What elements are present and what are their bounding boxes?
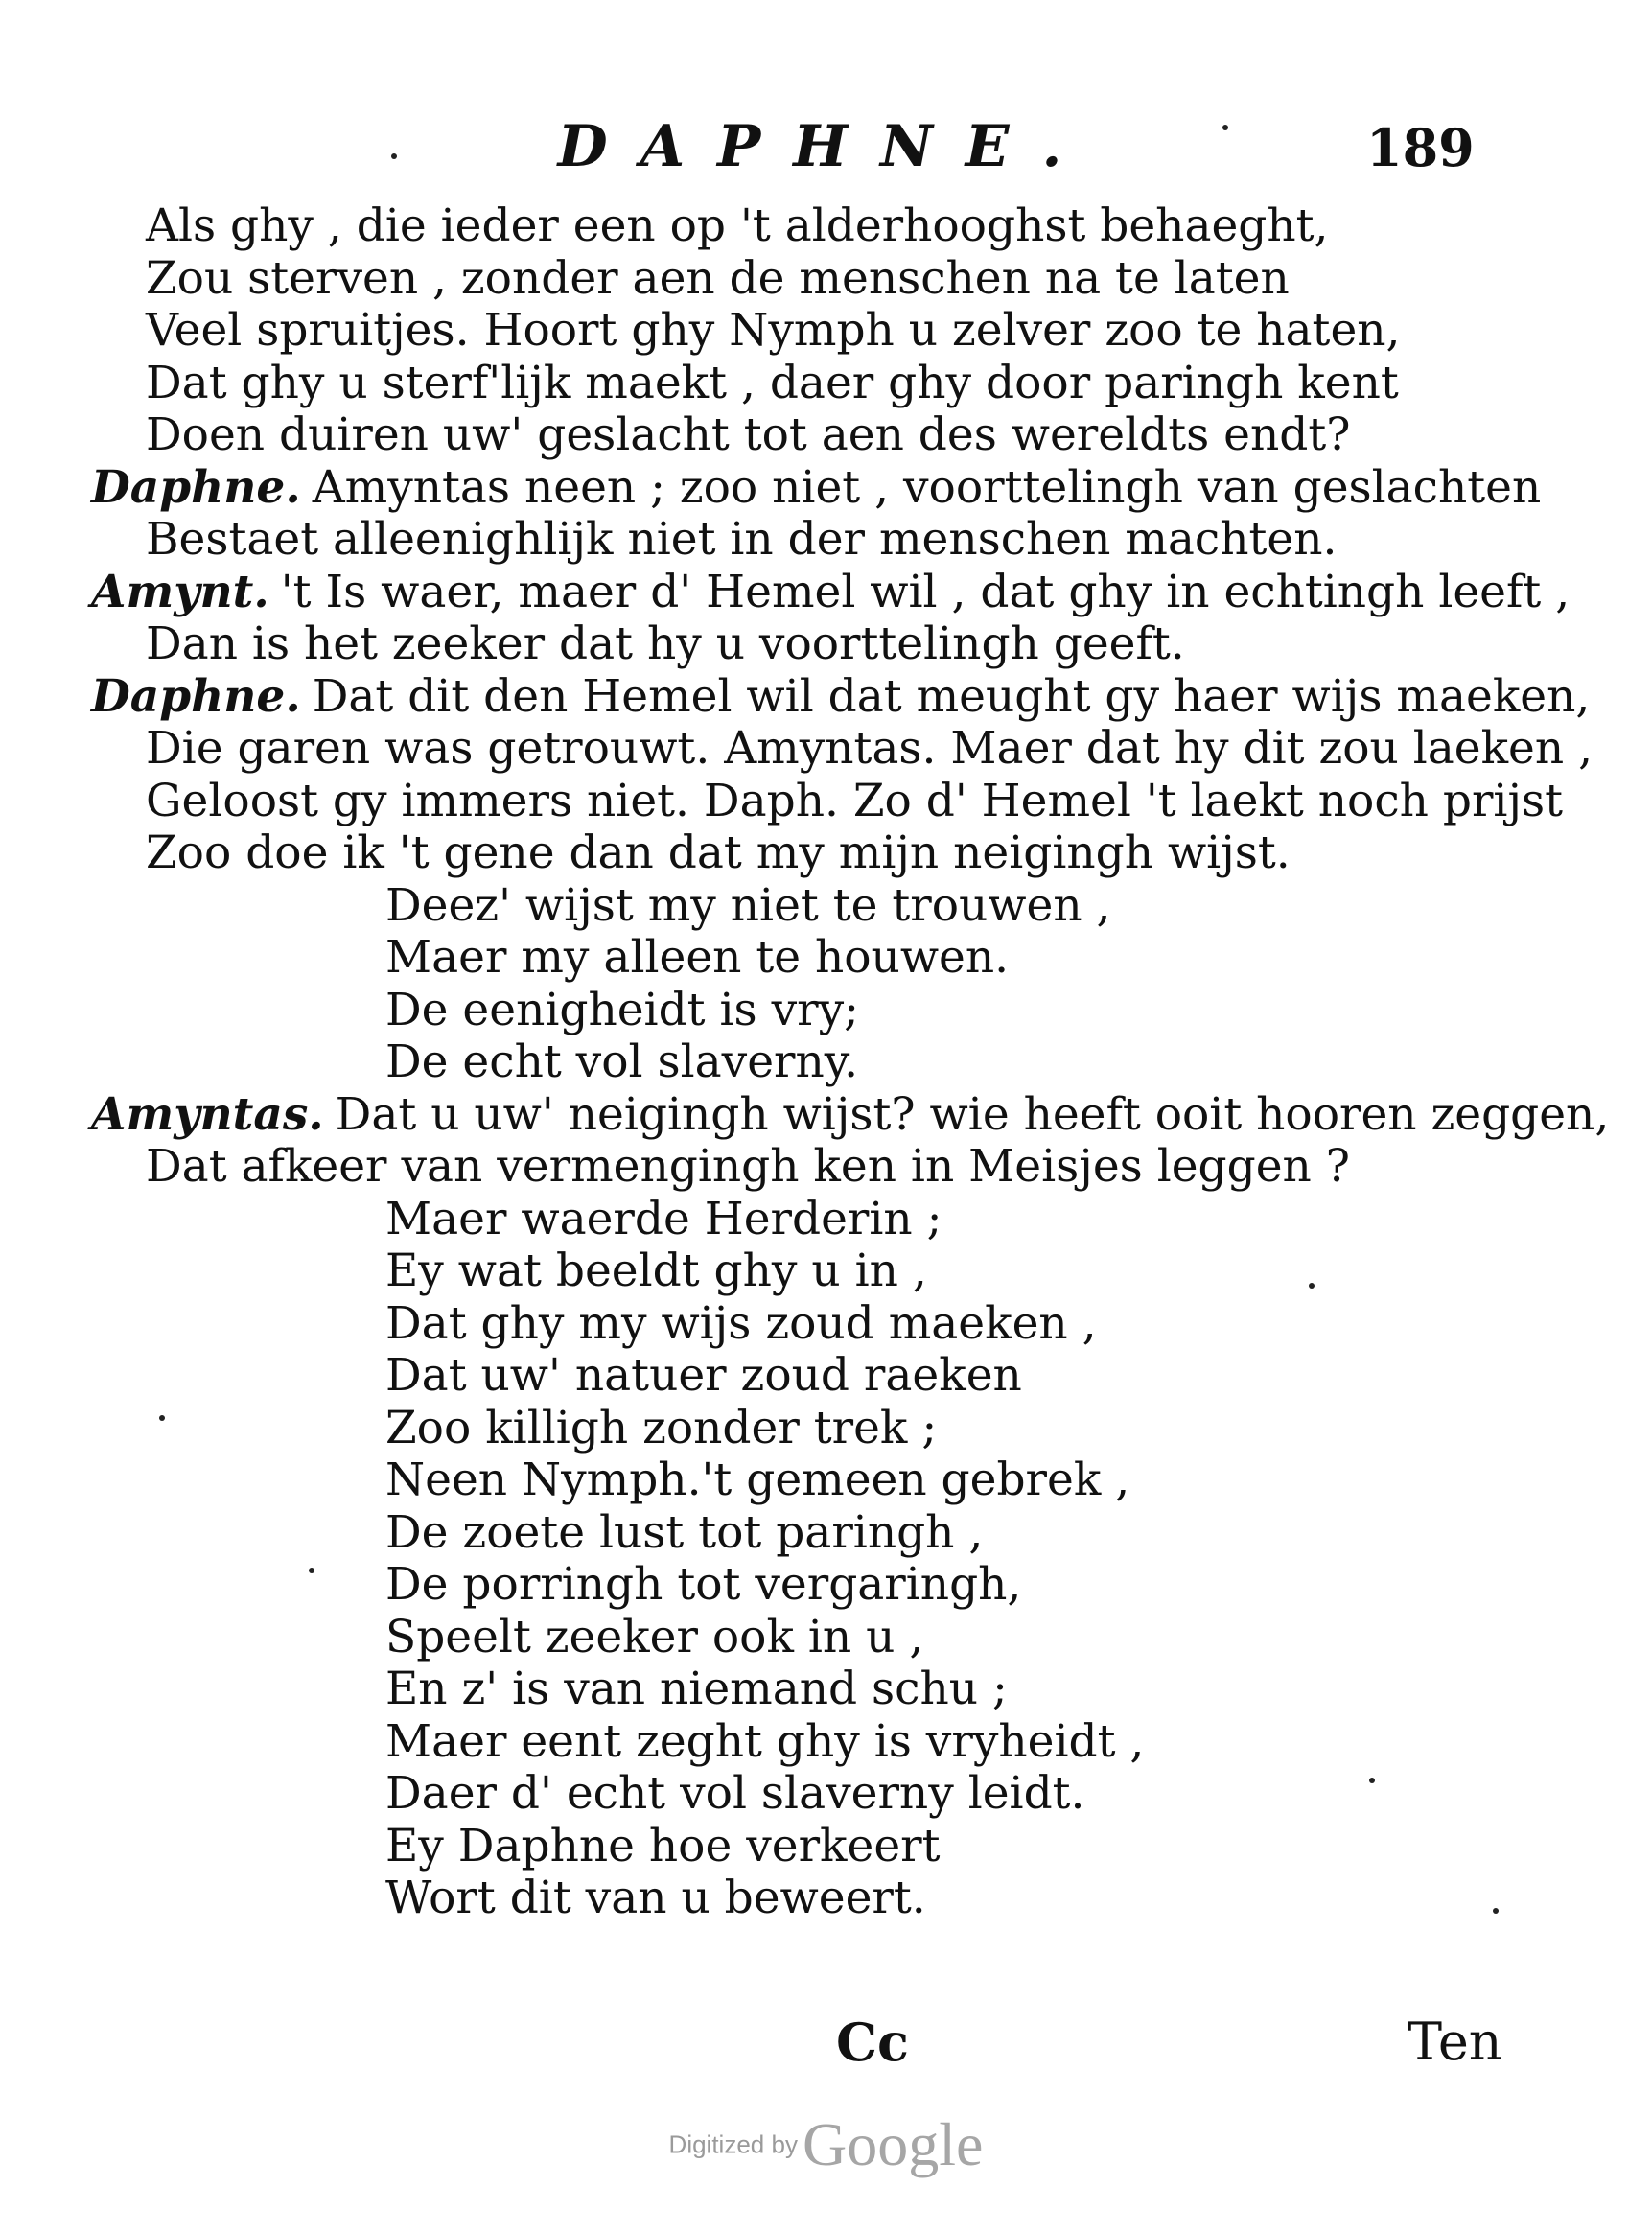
verse-line bbox=[146, 724, 1593, 774]
verse-line-text: Geloost gy immers niet. Daph. Zo d' Hemel 't laekt noch prijst bbox=[146, 774, 1564, 827]
scan-speck bbox=[391, 153, 397, 159]
verse-line-text: Ey Daphne hoe verkeert bbox=[385, 1819, 941, 1872]
verse-line-text: Veel spruitjes. Hoort ghy Nymph u zelver zoo te haten, bbox=[146, 304, 1401, 357]
verse-line bbox=[91, 460, 1542, 514]
verse-line bbox=[385, 983, 859, 1036]
verse-line bbox=[385, 1873, 926, 1923]
verse-line bbox=[146, 774, 1564, 827]
verse-line-text: Dat dit den Hemel wil dat meught gy haer wijs maeken, bbox=[312, 669, 1591, 723]
digitized-by-text: Digitized by bbox=[668, 2129, 798, 2159]
scan-speck bbox=[1493, 1908, 1499, 1914]
verse-line-text: En z' is van niemand schu ; bbox=[385, 1663, 1008, 1715]
verse-line-text: Dat afkeer van vermengingh ken in Meisjes leggen ? bbox=[146, 1140, 1350, 1193]
verse-line bbox=[146, 515, 1337, 565]
verse-line bbox=[385, 1560, 1021, 1610]
verse-line-text: Zoo killigh zonder trek ; bbox=[385, 1401, 938, 1454]
catchword: Ten bbox=[1408, 2012, 1502, 2072]
verse-line bbox=[146, 410, 1350, 460]
signature-mark: Cc bbox=[836, 2012, 909, 2073]
verse-line bbox=[385, 1819, 941, 1872]
verse-line-text: Maer waerde Herderin ; bbox=[385, 1192, 942, 1245]
verse-line-text: De echt vol slaverny. bbox=[385, 1035, 859, 1088]
speaker-name: Amynt. bbox=[91, 565, 269, 618]
speaker-name: Daphne. bbox=[91, 460, 301, 514]
verse-line bbox=[146, 1142, 1350, 1192]
verse-line bbox=[385, 1401, 938, 1454]
verse-line-text: Daer d' echt vol slaverny leidt. bbox=[385, 1767, 1085, 1820]
verse-line-text: Wort dit van u beweert. bbox=[385, 1872, 926, 1924]
verse-line-text: Deez' wijst my niet te trouwen , bbox=[385, 878, 1111, 932]
digitized-by-watermark bbox=[0, 2109, 1652, 2180]
scan-speck bbox=[309, 1568, 314, 1573]
speaker-name: Amyntas. bbox=[91, 1087, 324, 1141]
verse-line-text: Die garen was getrouwt. Amyntas. Maer dat hy dit zou laeken , bbox=[146, 722, 1594, 775]
verse-line bbox=[385, 1246, 927, 1296]
verse-line bbox=[385, 878, 1111, 932]
verse-line bbox=[385, 1037, 858, 1087]
scan-speck bbox=[1369, 1778, 1375, 1783]
verse-line bbox=[385, 1351, 1022, 1401]
verse-line bbox=[146, 251, 1290, 305]
verse-line bbox=[385, 1455, 1129, 1505]
verse-line bbox=[385, 1296, 1097, 1350]
verse-line bbox=[91, 669, 1591, 723]
verse-line-text: Zoo doe ik 't gene dan dat my mijn neigingh wijst. bbox=[146, 826, 1291, 879]
verse-line-text: 't Is waer, maer d' Hemel wil , dat ghy in echtingh leeft , bbox=[280, 565, 1571, 618]
speaker-name: Daphne. bbox=[91, 669, 301, 723]
verse-line bbox=[146, 201, 1328, 251]
verse-line bbox=[385, 1610, 924, 1663]
verse-line-text: Maer eent zeght ghy is vryheidt , bbox=[385, 1714, 1145, 1768]
verse-line-text: Speelt zeeker ook in u , bbox=[385, 1610, 924, 1663]
verse-line bbox=[146, 306, 1400, 356]
verse-line bbox=[91, 1087, 1610, 1141]
verse-line-text: Als ghy , die ieder een op 't alderhooghst behaeght, bbox=[146, 199, 1329, 252]
verse-line-text: Dat ghy u sterf'lijk maekt , daer ghy door paringh kent bbox=[146, 356, 1399, 409]
verse-line-text: Maer my alleen te houwen. bbox=[385, 931, 1010, 984]
verse-line bbox=[385, 1664, 1008, 1714]
verse-line bbox=[385, 933, 1009, 983]
verse-line-text: De zoete lust tot paringh , bbox=[385, 1505, 984, 1559]
verse-line bbox=[385, 1505, 984, 1559]
verse-line bbox=[385, 1192, 942, 1245]
google-logo: Google bbox=[803, 2110, 984, 2178]
verse-line-text: Neen Nymph.'t gemeen gebrek , bbox=[385, 1454, 1130, 1506]
verse-line-text: Dat uw' natuer zoud raeken bbox=[385, 1349, 1022, 1402]
verse-line-text: De porringh tot vergaringh, bbox=[385, 1558, 1022, 1611]
verse-line-text: Ey wat beeldt ghy u in , bbox=[385, 1244, 927, 1297]
verse-line-text: Zou sterven , zonder aen de menschen na te laten bbox=[146, 251, 1290, 305]
scan-speck bbox=[159, 1415, 165, 1421]
verse-line bbox=[146, 356, 1399, 409]
verse-line bbox=[91, 565, 1571, 618]
verse-line-text: Amyntas neen ; zoo niet , voorttelingh van geslachten bbox=[312, 460, 1542, 514]
running-header-title: DAPHNE. bbox=[557, 113, 1095, 180]
verse-line-text: Doen duiren uw' geslacht tot aen des wereldts endt? bbox=[146, 408, 1351, 461]
page-number: 189 bbox=[1366, 117, 1475, 178]
verse-line bbox=[385, 1769, 1085, 1819]
verse-line-text: Bestaet alleenighlijk niet in der menschen machten. bbox=[146, 513, 1338, 566]
scan-speck bbox=[1222, 125, 1228, 130]
verse-line-text: Dan is het zeeker dat hy u voorttelingh geeft. bbox=[146, 617, 1185, 670]
verse-line-text: De eenigheidt is vry; bbox=[385, 983, 859, 1036]
verse-line bbox=[146, 619, 1185, 669]
verse-line bbox=[146, 828, 1291, 878]
verse-line bbox=[385, 1714, 1145, 1768]
verse-line-text: Dat ghy my wijs zoud maeken , bbox=[385, 1296, 1097, 1350]
scan-speck bbox=[1309, 1283, 1315, 1289]
verse-line-text: Dat u uw' neigingh wijst? wie heeft ooit hooren zeggen, bbox=[335, 1087, 1610, 1141]
